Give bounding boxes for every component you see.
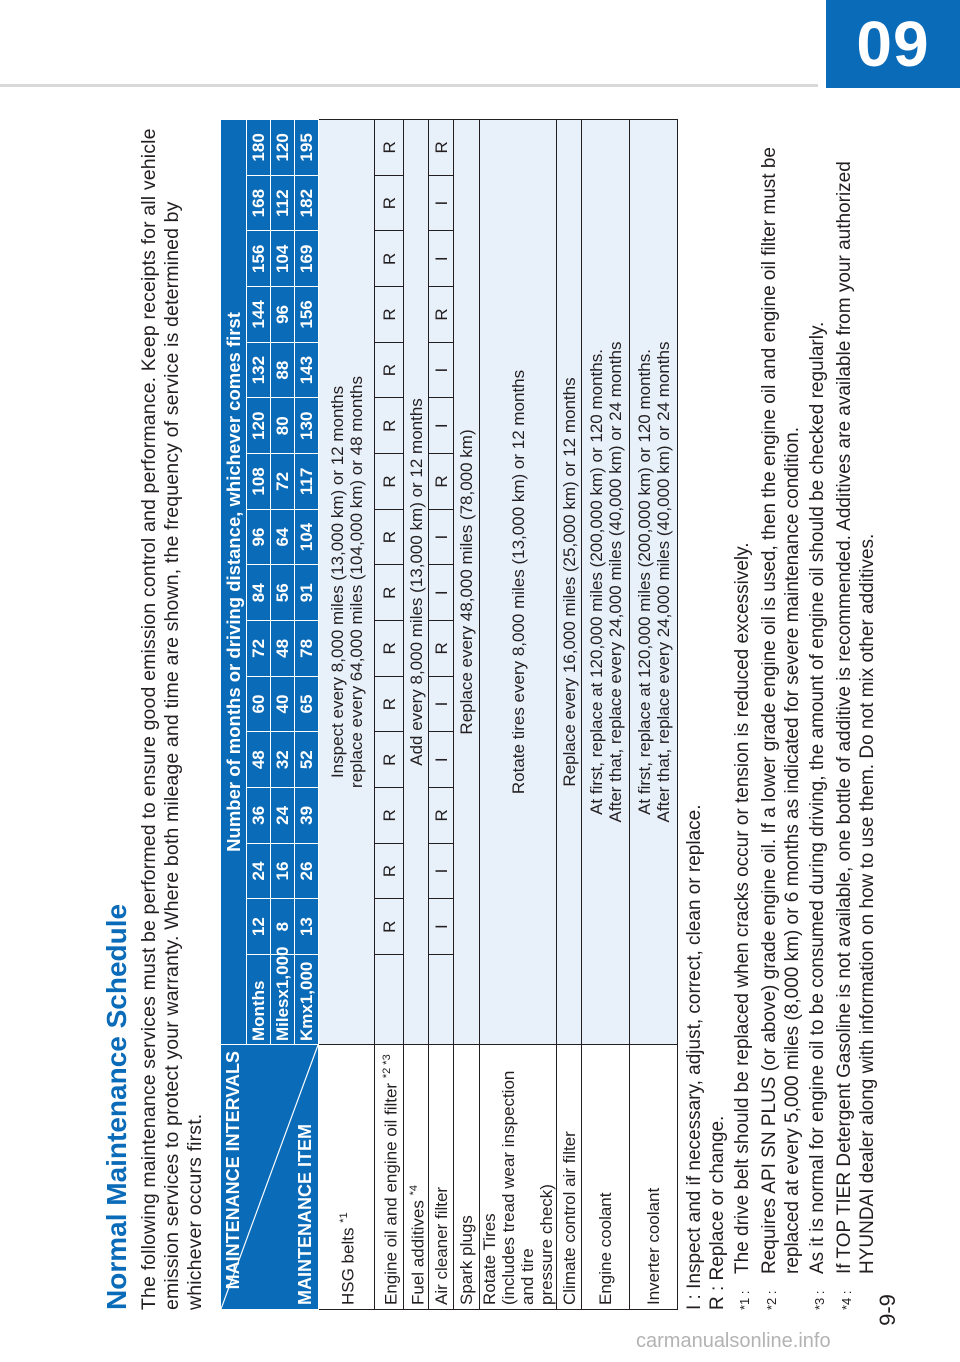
miles-cell: 104 xyxy=(271,231,295,287)
month-cell: 120 xyxy=(247,398,271,454)
miles-cell: 40 xyxy=(271,676,295,732)
header-divider xyxy=(0,84,818,87)
km-cell: 13 xyxy=(295,899,319,955)
footnote-mark: *4 : xyxy=(839,1290,854,1310)
km-cell: 39 xyxy=(295,788,319,844)
item-air-cleaner: Air cleaner filter xyxy=(429,1045,454,1310)
interval-cell: I xyxy=(429,843,454,899)
miles-cell: 96 xyxy=(271,287,295,343)
rotate-tires-schedule: Rotate tires every 8,000 miles (13,000 km) or 12 months xyxy=(480,119,557,1044)
schedule-text: At first, replace at 120,000 miles (200,000 km) or 120 months. xyxy=(586,349,606,815)
month-cell: 36 xyxy=(247,788,271,844)
fuel-additives-schedule: Add every 8,000 miles (13,000 km) or 12 months xyxy=(404,119,429,1044)
interval-cell xyxy=(375,955,404,1045)
schedule-text: Inspect every 8,000 miles (13,000 km) or 12 months xyxy=(327,385,347,779)
miles-cell: 80 xyxy=(271,398,295,454)
km-cell: 78 xyxy=(295,621,319,677)
miles-label: Milesx1,000 xyxy=(271,955,295,1045)
miles-cell: 16 xyxy=(271,843,295,899)
km-cell: 104 xyxy=(295,509,319,565)
interval-cell: R xyxy=(375,119,404,175)
item-climate-filter: Climate control air filter xyxy=(557,1045,582,1310)
interval-cell: I xyxy=(429,342,454,398)
item-engine-coolant: Engine coolant xyxy=(582,1045,630,1310)
month-cell: 24 xyxy=(247,843,271,899)
month-cell: 84 xyxy=(247,565,271,621)
interval-cell: R xyxy=(375,899,404,955)
footnote-mark: *2 : xyxy=(764,1290,779,1310)
interval-cell xyxy=(429,955,454,1045)
interval-cell: R xyxy=(375,509,404,565)
footnote-mark: *3 : xyxy=(812,1290,827,1310)
table-corner-header xyxy=(221,1045,319,1310)
interval-cell: I xyxy=(429,398,454,454)
km-cell: 195 xyxy=(295,119,319,175)
km-cell: 117 xyxy=(295,454,319,510)
item-label: (includes tread wear inspection and tire xyxy=(499,1070,537,1305)
item-fuel-additives xyxy=(404,1045,429,1310)
km-cell: 91 xyxy=(295,565,319,621)
interval-cell: R xyxy=(375,788,404,844)
km-cell: 182 xyxy=(295,175,319,231)
miles-cell: 120 xyxy=(271,119,295,175)
interval-cell: I xyxy=(429,231,454,287)
footnote-ref: *2 *3 xyxy=(380,1054,393,1079)
item-rotate-tires xyxy=(480,1045,557,1310)
item-label: HSG belts xyxy=(338,1227,358,1305)
month-cell: 156 xyxy=(247,231,271,287)
footnote-2 xyxy=(758,120,804,1310)
interval-cell: R xyxy=(375,398,404,454)
month-cell: 108 xyxy=(247,454,271,510)
interval-cell: R xyxy=(375,454,404,510)
miles-cell: 88 xyxy=(271,342,295,398)
km-cell: 52 xyxy=(295,732,319,788)
km-cell: 130 xyxy=(295,398,319,454)
miles-cell: 56 xyxy=(271,565,295,621)
footnote-ref: *4 xyxy=(407,1184,420,1196)
interval-cell: R xyxy=(429,621,454,677)
km-cell: 65 xyxy=(295,676,319,732)
footnote-text: The drive belt should be replaced when cracks occur or tension is reduced excessively. xyxy=(732,542,753,1274)
item-spark-plugs: Spark plugs xyxy=(454,1045,480,1310)
interval-cell: R xyxy=(429,287,454,343)
table-row-engine-oil xyxy=(375,119,404,1309)
spark-plugs-schedule: Replace every 48,000 miles (78,000 km) xyxy=(454,119,480,1044)
interval-cell: R xyxy=(375,565,404,621)
miles-cell: 64 xyxy=(271,509,295,565)
corner-intervals-label: MAINTENANCE INTERVALS xyxy=(223,1051,243,1290)
month-cell: 168 xyxy=(247,175,271,231)
schedule-text: replace every 64,000 miles (104,000 km) or 48 months xyxy=(346,375,366,788)
table-row-rotate-tires xyxy=(480,119,557,1309)
footnote-3 xyxy=(806,120,831,1310)
month-cell: 12 xyxy=(247,899,271,955)
interval-cell: R xyxy=(375,175,404,231)
legend-replace: R : Replace or change. xyxy=(707,1115,728,1310)
table-notes xyxy=(683,120,879,1310)
page-number: 9-9 xyxy=(875,1294,900,1326)
table-row-spark-plugs xyxy=(454,119,480,1309)
item-engine-oil xyxy=(375,1045,404,1310)
miles-cell: 24 xyxy=(271,788,295,844)
interval-cell: R xyxy=(375,287,404,343)
corner-item-label: MAINTENANCE ITEM xyxy=(295,1124,315,1305)
footnote-mark: *1 : xyxy=(737,1290,752,1310)
miles-cell: 32 xyxy=(271,732,295,788)
km-cell: 156 xyxy=(295,287,319,343)
footnote-1 xyxy=(731,120,756,1310)
footnote-ref: *1 xyxy=(338,1212,351,1223)
month-cell: 72 xyxy=(247,621,271,677)
miles-cell: 72 xyxy=(271,454,295,510)
month-cell: 132 xyxy=(247,342,271,398)
legend-inspect: I : Inspect and if necessary, adjust, correct, clean or replace. xyxy=(684,804,705,1310)
miles-cell: 8 xyxy=(271,899,295,955)
inverter-coolant-schedule xyxy=(630,119,678,1044)
interval-cell: R xyxy=(375,621,404,677)
month-cell: 180 xyxy=(247,119,271,175)
table-row-fuel-additives xyxy=(404,119,429,1309)
maintenance-section xyxy=(100,120,878,1310)
month-cell: 48 xyxy=(247,732,271,788)
interval-header-title: Number of months or driving distance, whichever comes first xyxy=(221,119,247,1044)
footnote-text: Requires API SN PLUS (or above) grade engine oil. If a lower grade engine oil is used, then the engine oil and engine oil filter must be replaced at every 5,000 miles (8,000 km) or 6 months as indicated for severe maintenance condition. xyxy=(759,147,803,1274)
interval-cell: R xyxy=(375,342,404,398)
interval-cell: I xyxy=(429,509,454,565)
item-inverter-coolant: Inverter coolant xyxy=(630,1045,678,1310)
item-label: Rotate Tires xyxy=(480,1213,499,1305)
item-label: Engine oil and engine oil filter xyxy=(381,1082,401,1305)
schedule-text: At first, replace at 120,000 miles (200,000 km) or 120 months. xyxy=(634,349,654,815)
interval-cell: I xyxy=(429,565,454,621)
interval-cell: I xyxy=(429,899,454,955)
item-label: pressure check) xyxy=(537,1184,556,1305)
item-hsg-belts xyxy=(319,1045,375,1310)
table-row-air-cleaner xyxy=(429,119,454,1309)
section-title: Normal Maintenance Schedule xyxy=(101,903,132,1310)
intro-paragraph: The following maintenance services must be performed to ensure good emission control and performance. Keep receipts for all vehicle emission services to protect your warranty. Where both mileage and time are shown, the frequency of service is determined by whichever occurs first. xyxy=(138,128,206,1310)
watermark: carmanualsonline.info xyxy=(636,1330,831,1352)
table-row-engine-coolant xyxy=(582,119,630,1309)
engine-coolant-schedule xyxy=(582,119,630,1044)
interval-cell: R xyxy=(429,119,454,175)
months-label: Months xyxy=(247,955,271,1045)
interval-cell: R xyxy=(375,732,404,788)
climate-filter-schedule: Replace every 16,000 miles (25,000 km) or 12 months xyxy=(557,119,582,1044)
interval-cell: R xyxy=(375,843,404,899)
month-cell: 144 xyxy=(247,287,271,343)
maintenance-schedule-table xyxy=(220,119,678,1310)
km-cell: 26 xyxy=(295,843,319,899)
chapter-number: 09 xyxy=(856,8,930,80)
chapter-tab xyxy=(826,0,960,88)
month-cell: 96 xyxy=(247,509,271,565)
interval-cell: R xyxy=(375,231,404,287)
table-row-hsg-belts xyxy=(319,119,375,1309)
item-label: Fuel additives xyxy=(408,1200,428,1305)
km-cell: 143 xyxy=(295,342,319,398)
miles-cell: 48 xyxy=(271,621,295,677)
km-cell: 169 xyxy=(295,231,319,287)
footnote-text: If TOP TIER Detergent Gasoline is not available, one bottle of additive is recommended. Additives are available from your authorized HYUNDAI dealer along with information on how to use them. Do not mix other additives. xyxy=(834,161,878,1274)
table-row-inverter-coolant xyxy=(630,119,678,1309)
schedule-text: After that, replace every 24,000 miles (40,000 km) or 24 months xyxy=(605,341,625,823)
month-cell: 60 xyxy=(247,676,271,732)
footnote-text: As it is normal for engine oil to be consumed during driving, the amount of engine oil should be checked regularly. xyxy=(807,321,828,1274)
hsg-belts-schedule xyxy=(319,119,375,1044)
interval-cell: I xyxy=(429,676,454,732)
interval-cell: R xyxy=(375,676,404,732)
footnote-4 xyxy=(833,120,879,1310)
interval-cell: I xyxy=(429,175,454,231)
interval-cell: R xyxy=(429,788,454,844)
interval-cell: R xyxy=(429,454,454,510)
miles-cell: 112 xyxy=(271,175,295,231)
table-row-climate-filter xyxy=(557,119,582,1309)
schedule-text: After that, replace every 24,000 miles (40,000 km) or 24 months xyxy=(653,341,673,823)
km-label: Kmx1,000 xyxy=(295,955,319,1045)
interval-cell: I xyxy=(429,732,454,788)
